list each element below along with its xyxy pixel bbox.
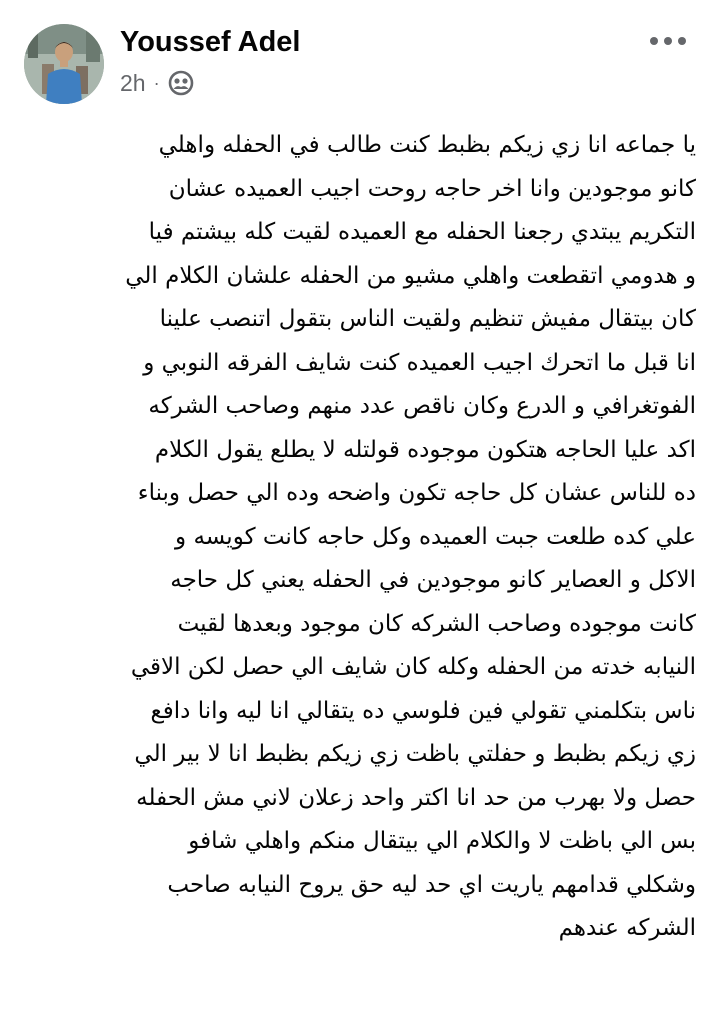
meta-separator: · — [153, 72, 160, 93]
post-meta — [120, 68, 194, 98]
post-text-line: ناس بتكلمني تقولي فين فلوسي ده يتقالي انا ليه وانا دافع — [150, 697, 696, 724]
post-text-line: كانت موجوده وصاحب الشركه كان موجود وبعدها لقيت — [177, 610, 696, 637]
post-text — [24, 124, 696, 1004]
post-time[interactable]: 2h — [120, 69, 146, 96]
post-text-line: و هدومي اتقطعت واهلي مشيو من الحفله علشان الكلام الي — [125, 262, 696, 289]
post-text-line: انا قبل ما اتحرك اجيب العميده كنت شايف الفرقه النوبي و — [143, 349, 696, 376]
post-text-line: التكريم يبتدي رجعنا الحفله مع العميده لقيت كله بيشتم فيا — [148, 219, 696, 245]
post-text-line: حصل ولا بهرب من حد انا اكتر واحد زعلان لاني مش الحفله — [136, 784, 696, 811]
more-options-button[interactable] — [642, 26, 694, 56]
post-header — [0, 0, 720, 110]
avatar-photo — [24, 24, 104, 104]
post-text-line: علي كده طلعت جبت العميده وكل حاجه كانت كويسه و — [175, 523, 696, 550]
post-text-line: زي زيكم بظبط و حفلتي باظت زي زيكم بظبط انا لا بير الي — [134, 741, 696, 767]
post-text-line: الشركه عندهم — [558, 915, 696, 941]
post-text-line: النيابه خدته من الحفله وكله كان شايف الي حصل لكن الاقي — [130, 654, 696, 680]
avatar[interactable] — [24, 24, 104, 104]
author-name[interactable]: Youssef Adel — [120, 26, 301, 58]
post-text-line: كان بيتقال مفيش تنظيم ولقيت الناس بتقول اتنصب علينا — [159, 306, 696, 332]
post-text-line: كانو موجودين وانا اخر حاجه روحت اجيب العميده عشان — [168, 175, 696, 202]
more-dots-icon — [648, 36, 688, 46]
post-text-line: اكد عليا الحاجه هتكون موجوده قولتله لا يطلع يقول الكلام — [154, 436, 696, 463]
post-text-line: يا جماعه انا زي زيكم بظبط كنت طالب في الحفله واهلي — [158, 132, 696, 158]
post-text-line: الفوتغرافي و الدرع وكان ناقص عدد منهم وصاحب الشركه — [148, 393, 696, 419]
post-text-line: ده للناس عشان كل حاجه تكون واضحه وده الي حصل وبناء — [137, 480, 696, 506]
post-text-line: بس الي باظت لا والكلام الي بيتقال منكم واهلي شافو — [188, 828, 696, 854]
post-text-line: وشكلي قدامهم ياريت اي حد ليه حق يروح النيابه صاحب — [167, 871, 696, 898]
friends-icon[interactable] — [168, 70, 194, 96]
post-text-line: الاكل و العصاير كانو موجودين في الحفله يعني كل حاجه — [170, 567, 696, 593]
